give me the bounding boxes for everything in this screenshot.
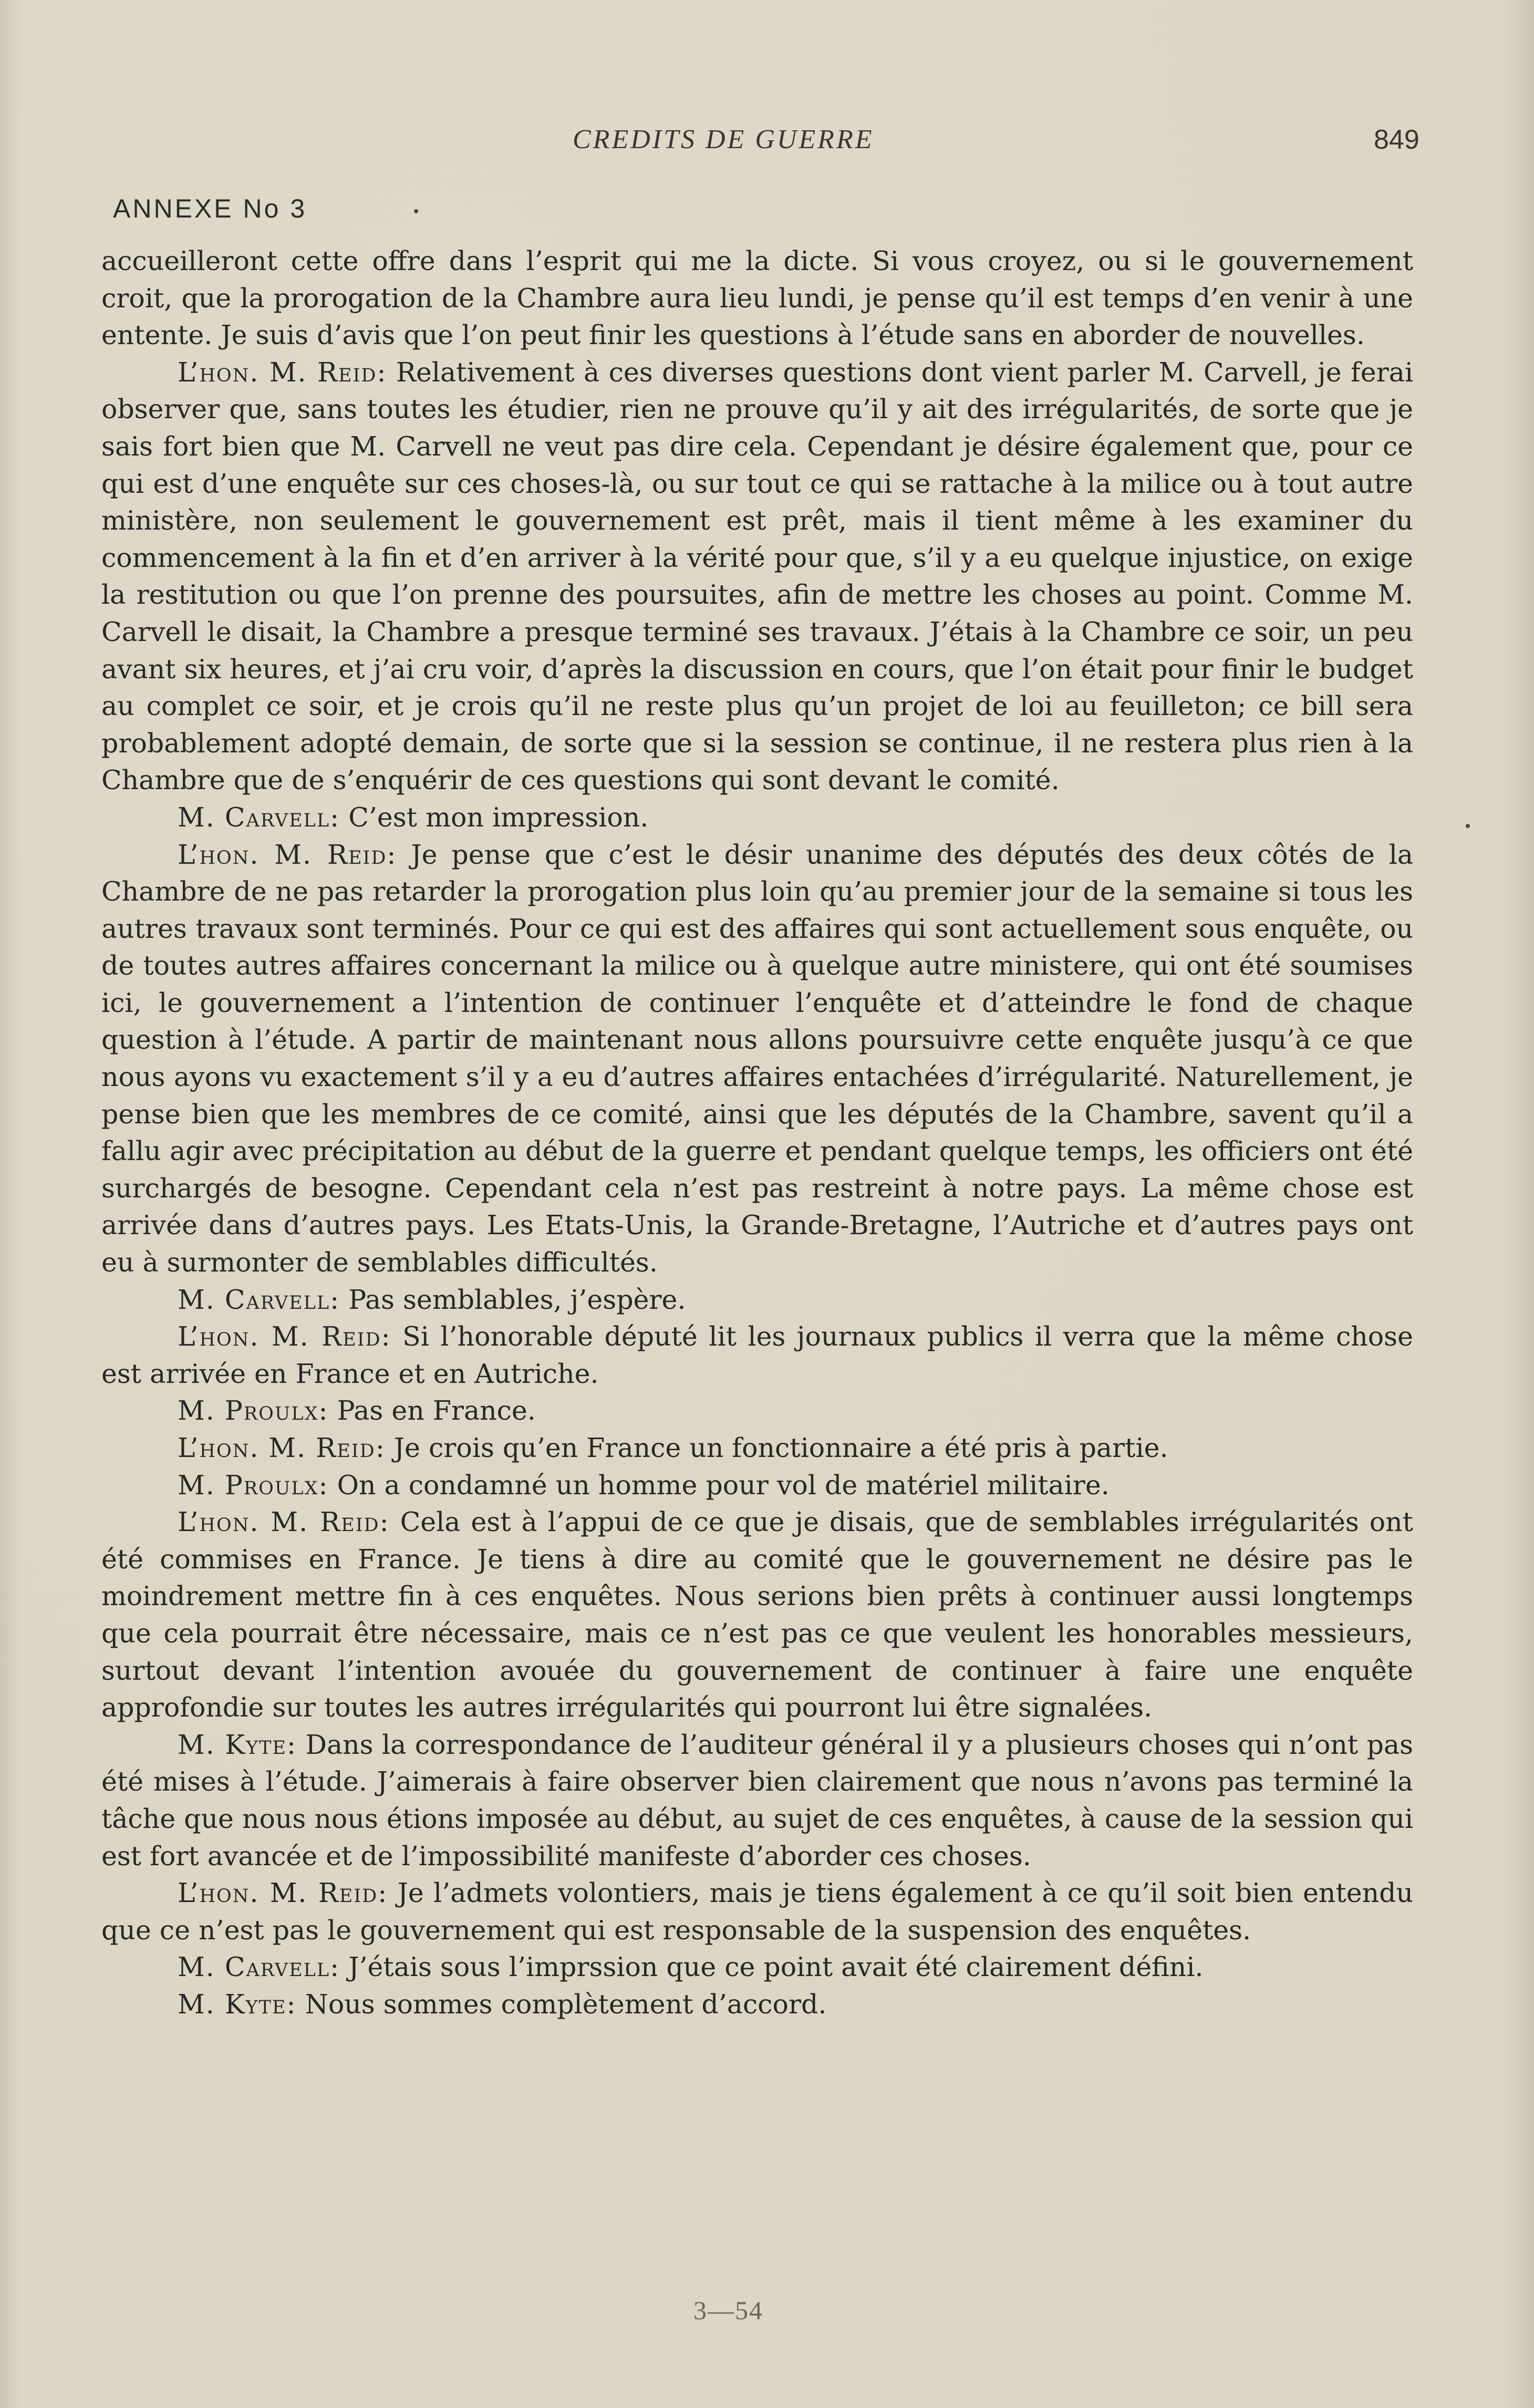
paragraph-text: Je l’admets volontiers, mais je tiens également à ce qu’il soit bien entendu que ce n’est pas le gouvernement qui est responsable de la suspension des enquêtes. [101,1877,1413,1946]
speaker-name: M. Carvell: [178,1951,340,1983]
annex-label: ANNEXE No 3 [113,194,307,223]
speaker-name: M. Carvell: [178,801,340,833]
speaker-name: M. Carvell: [178,1284,340,1315]
speaker-name: L’hon. M. Reid: [178,356,387,388]
paragraph-text: Pas semblables, j’espère. [348,1284,686,1315]
paragraph-14 [101,1986,1413,2023]
speaker-name: M. Kyte: [178,1729,297,1760]
stray-dot [1466,824,1470,828]
running-title: CREDITS DE GUERRE [573,125,874,154]
speaker-name: L’hon. M. Reid: [178,1321,391,1352]
paragraph-text: accueilleront cette offre dans l’esprit qui me la dicte. Si vous croyez, ou si le gouvernement croit, que la prorogation de la Chambre aura lieu lundi, je pense qu’il est temps d’en venir à une entente. Je suis d’avis que l’on peut finir les questions à l’étude sans en aborder de nouvelles. [101,245,1413,351]
speaker-name: L’hon. M. Reid: [178,1877,388,1909]
paragraph-7 [101,1392,1413,1430]
paragraph-2 [101,354,1413,799]
body-text [101,243,1413,2023]
signature-mark: 3—54 [693,2296,763,2325]
paragraph-text: Je pense que c’est le désir unanime des députés des deux côtés de la Chambre de ne pas retarder la prorogation plus loin qu’au premier jour de la semaine si tous les autres travaux sont terminés. Pour ce qui est des affaires qui sont actuellement sous enquête, ou de toutes autres affaires concernant la milice ou à quelque autre ministere, qui ont été soumises ici, le gouvernement a l’intention de continuer l’enquête et d’atteindre le fond de chaque question à l’étude. A partir de maintenant nous allons poursuivre cette enquête jusqu’à ce que nous ayons vu exactement s’il y a eu d’autres affaires entachées d’irrégularité. Naturellement, je pense bien que les membres de ce comité, ainsi que les députés de la Chambre, savent qu’il a fallu agir avec précipitation au début de la guerre et pendant quelque temps, les officiers ont été surchargés de besogne. Cependant cela n’est pas restreint à notre pays. La même chose est arrivée dans d’autres pays. Les Etats-Unis, la Grande-Bretagne, l’Autriche et d’autres pays ont eu à surmonter de semblables difficultés. [101,839,1413,1278]
paragraph-13 [101,1949,1413,1986]
paragraph-5 [101,1281,1413,1319]
speaker-name: M. Kyte: [178,1988,297,2020]
paragraph-text: Je crois qu’en France un fonctionnaire a été pris à partie. [393,1432,1168,1463]
speaker-name: M. Proulx: [178,1395,329,1427]
paragraph-text: Dans la correspondance de l’auditeur général il y a plusieurs choses qui n’ont pas été mises à l’étude. J’aimerais à faire observer bien clairement que nous n’avons pas terminé la tâche que nous nous étions imposée au début, au sujet de ces enquêtes, à cause de la session qui est fort avancée et de l’impossibilité manifeste d’aborder ces choses. [101,1729,1413,1872]
paragraph-text: J’étais sous l’imprssion que ce point avait été clairement défini. [348,1951,1204,1983]
paragraph-9 [101,1467,1413,1504]
paragraph-6 [101,1318,1413,1392]
paragraph-text: Nous sommes complètement d’accord. [305,1988,827,2020]
paragraph-4 [101,836,1413,1281]
paragraph-11 [101,1727,1413,1875]
paragraph-10 [101,1504,1413,1727]
paragraph-text: Cela est à l’appui de ce que je disais, que de semblables irrégularités ont été commises en France. Je tiens à dire au comité que le gouvernement ne désire pas le moindrement mettre fin à ces enquêtes. Nous serions bien prêts à continuer aussi longtemps que cela pourrait être nécessaire, mais ce n’est pas ce que veulent les honorables messieurs, surtout devant l’intention avouée du gouvernement de continuer à faire une enquête approfondie sur toutes les autres irrégularités qui pourront lui être signalées. [101,1506,1413,1723]
speaker-name: L’hon. M. Reid: [178,1506,390,1538]
page-number: 849 [1374,125,1419,155]
paragraph-text: On a condamné un homme pour vol de matériel militaire. [337,1469,1110,1501]
stray-dot [414,209,418,213]
paragraph-text: Si l’honorable député lit les journaux publics il verra que la même chose est arrivée en France et en Autriche. [101,1321,1413,1389]
speaker-name: L’hon. M. Reid: [178,839,397,870]
paragraph-8 [101,1430,1413,1467]
paragraph-3 [101,799,1413,836]
paragraph-text: Relativement à ces diverses questions dont vient parler M. Carvell, je ferai observer que, sans toutes les étudier, rien ne prouve qu’il y ait des irrégularités, de sorte que je sais fort bien que M. Carvell ne veut pas dire cela. Cependant je désire également que, pour ce qui est d’une enquête sur ces choses-là, ou sur tout ce qui se rattache à la milice ou à tout autre ministère, non seulement le gouvernement est prêt, mais il tient même à les examiner du commencement à la fin et d’en arriver à la vérité pour que, s’il y a eu quelque injustice, on exige la restitution ou que l’on prenne des poursuites, afin de mettre les choses au point. Comme M. Carvell le disait, la Chambre a presque terminé ses travaux. J’étais à la Chambre ce soir, un peu avant six heures, et j’ai cru voir, d’après la discussion en cours, que l’on était pour finir le budget au complet ce soir, et je crois qu’il ne reste plus qu’un projet de loi au feuilleton; ce bill sera probablement adopté demain, de sorte que si la session se continue, il ne restera plus rien à la Chambre que de s’enquérir de ces questions qui sont devant le comité. [101,356,1414,796]
paragraph-text: C’est mon impression. [348,801,649,833]
speaker-name: L’hon. M. Reid: [178,1432,386,1463]
paragraph-12 [101,1875,1413,1949]
paragraph-text: Pas en France. [337,1395,536,1427]
speaker-name: M. Proulx: [178,1469,329,1501]
paragraph-1 [101,243,1413,354]
